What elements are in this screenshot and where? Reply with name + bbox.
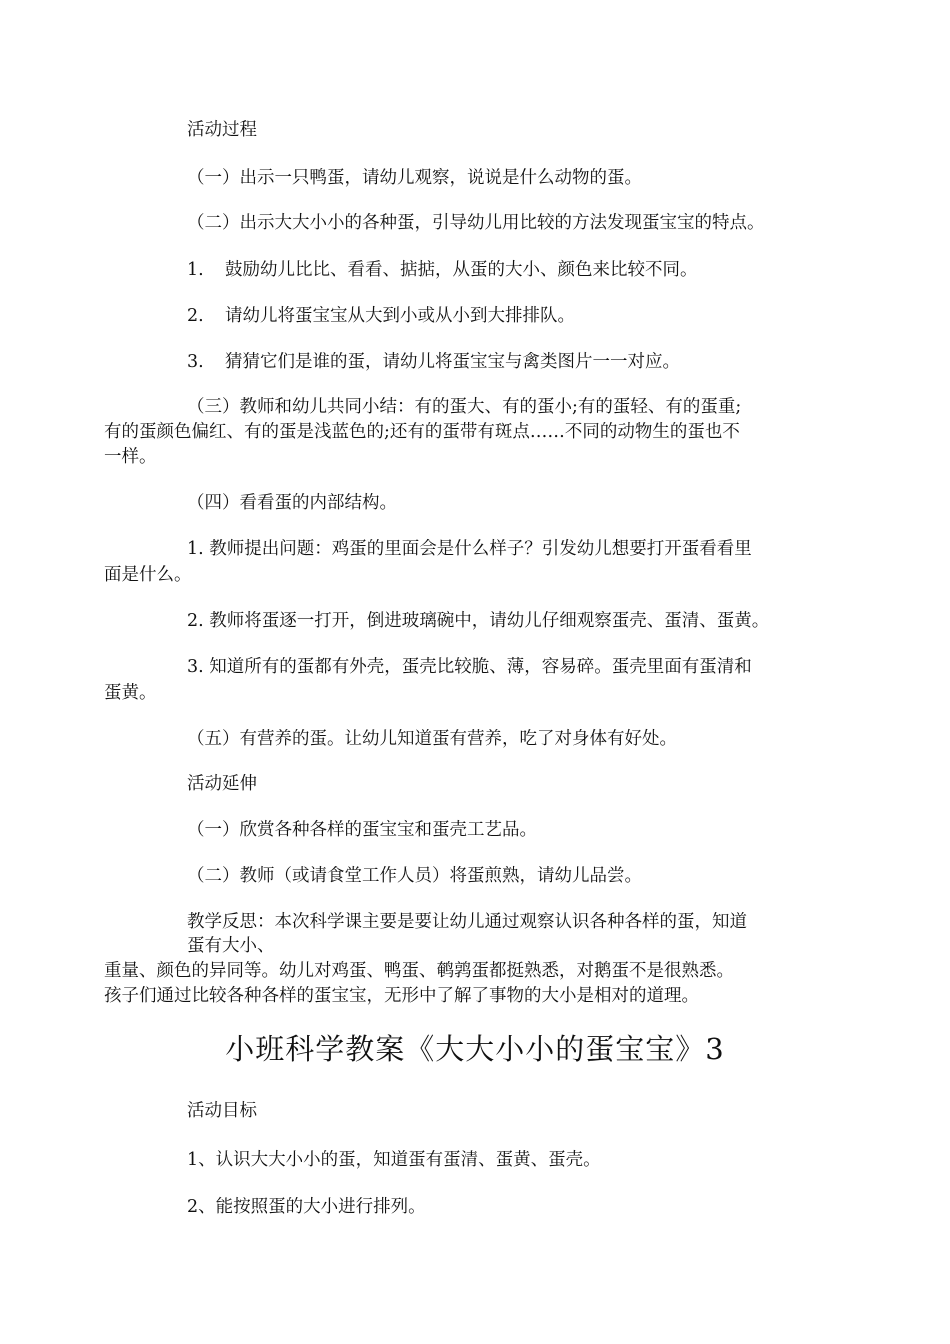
paragraph-line: 有的蛋颜色偏红、有的蛋是浅蓝色的;还有的蛋带有斑点……不同的动物生的蛋也不 [104, 422, 740, 442]
list-item-number: 1. [187, 260, 204, 280]
document-title: 小班科学教案《大大小小的蛋宝宝》3 [225, 1032, 725, 1066]
list-item [187, 350, 680, 374]
list-item-text: 鼓励幼儿比比、看看、掂掂，从蛋的大小、颜色来比较不同。 [225, 260, 698, 280]
list-item: 2、能按照蛋的大小进行排列。 [187, 1197, 426, 1217]
paragraph: 2. 教师将蛋逐一打开，倒进玻璃碗中，请幼儿仔细观察蛋壳、蛋清、蛋黄。 [187, 611, 770, 631]
paragraph: （一）出示一只鸭蛋，请幼儿观察，说说是什么动物的蛋。 [187, 168, 642, 188]
paragraph: （四）看看蛋的内部结构。 [187, 493, 397, 513]
paragraph: （二）教师（或请食堂工作人员）将蛋煎熟，请幼儿品尝。 [187, 866, 642, 886]
paragraph-line: 孩子们通过比较各种各样的蛋宝宝，无形中了解了事物的大小是相对的道理。 [104, 986, 699, 1006]
paragraph-line: 面是什么。 [104, 565, 192, 585]
paragraph-line: 1. 教师提出问题：鸡蛋的里面会是什么样子？引发幼儿想要打开蛋看看里 [187, 539, 752, 559]
list-item-number: 3. [187, 352, 204, 372]
paragraph: （二）出示大大小小的各种蛋，引导幼儿用比较的方法发现蛋宝宝的特点。 [187, 213, 765, 233]
list-item: 1、认识大大小小的蛋，知道蛋有蛋清、蛋黄、蛋壳。 [187, 1150, 601, 1170]
section-heading-process: 活动过程 [187, 120, 257, 140]
paragraph: （五）有营养的蛋。让幼儿知道蛋有营养，吃了对身体有好处。 [187, 729, 677, 749]
list-item-text: 请幼儿将蛋宝宝从大到小或从小到大排排队。 [225, 306, 575, 326]
paragraph: （一）欣赏各种各样的蛋宝宝和蛋壳工艺品。 [187, 820, 537, 840]
paragraph-line: 重量、颜色的异同等。幼儿对鸡蛋、鸭蛋、鹌鹑蛋都挺熟悉，对鹅蛋不是很熟悉。 [104, 961, 734, 981]
section-heading-extension: 活动延伸 [187, 774, 257, 794]
paragraph-line: （三）教师和幼儿共同小结：有的蛋大、有的蛋小;有的蛋轻、有的蛋重; [187, 397, 742, 417]
paragraph-line: 蛋有大小、 [187, 936, 275, 956]
paragraph-line: 蛋黄。 [104, 683, 157, 703]
section-heading-goals: 活动目标 [187, 1101, 257, 1121]
list-item-text: 猜猜它们是谁的蛋，请幼儿将蛋宝宝与禽类图片一一对应。 [225, 352, 680, 372]
list-item [187, 304, 575, 328]
list-item-number: 2. [187, 306, 204, 326]
list-item [187, 258, 698, 282]
paragraph-line: 一样。 [104, 447, 157, 467]
paragraph-line: 教学反思：本次科学课主要是要让幼儿通过观察认识各种各样的蛋，知道 [187, 912, 747, 932]
paragraph-line: 3. 知道所有的蛋都有外壳，蛋壳比较脆、薄，容易碎。蛋壳里面有蛋清和 [187, 657, 752, 677]
